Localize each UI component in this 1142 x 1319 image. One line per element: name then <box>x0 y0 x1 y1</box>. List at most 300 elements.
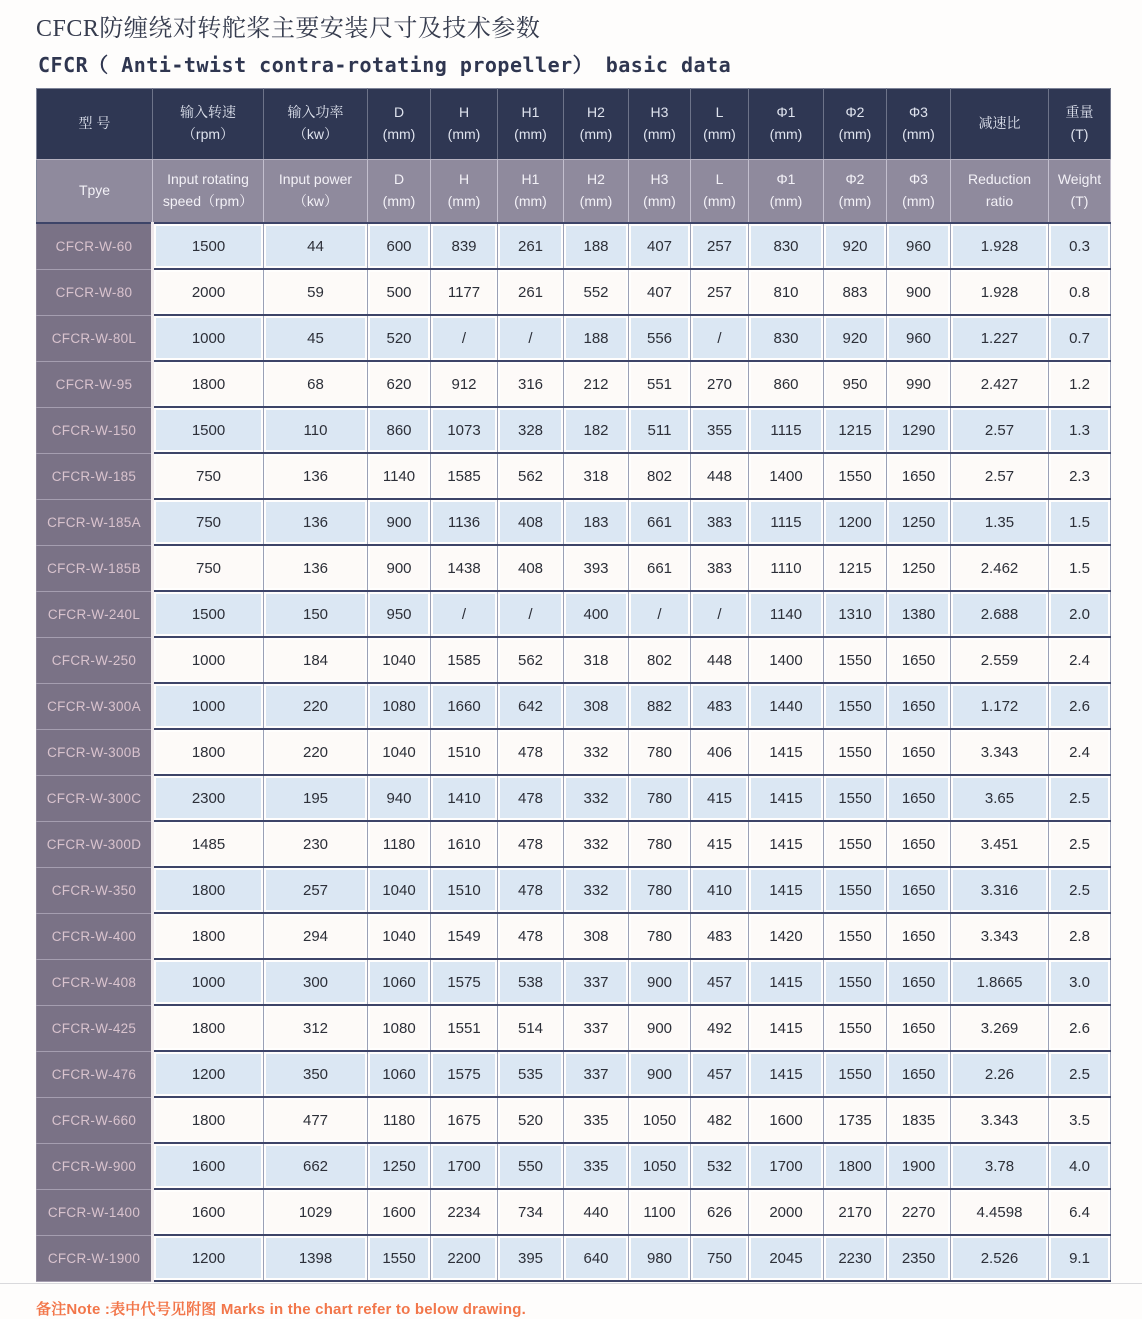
header-zh-cell: 型 号 <box>37 89 153 160</box>
table-row <box>37 1005 1111 1051</box>
value-cell: 1060 <box>368 959 431 1005</box>
table-row <box>37 1097 1111 1143</box>
value-cell: 2.8 <box>1049 913 1111 959</box>
value-cell: 448 <box>691 637 749 683</box>
model-cell: CFCR-W-300D <box>37 821 153 867</box>
value-cell: 182 <box>564 407 629 453</box>
value-cell: 415 <box>691 775 749 821</box>
value-cell: 2.526 <box>951 1235 1049 1281</box>
value-cell: 68 <box>264 361 368 407</box>
value-cell: 1415 <box>749 775 824 821</box>
value-cell: 839 <box>431 223 498 269</box>
header-en-row <box>37 160 1111 224</box>
value-cell: 482 <box>691 1097 749 1143</box>
value-cell: 1700 <box>749 1143 824 1189</box>
table-row <box>37 453 1111 499</box>
value-cell: 1550 <box>824 729 887 775</box>
header-en-cell: L (mm) <box>691 160 749 224</box>
value-cell: 1415 <box>749 1051 824 1097</box>
value-cell: 150 <box>264 591 368 637</box>
value-cell: 1140 <box>749 591 824 637</box>
value-cell: 556 <box>629 315 691 361</box>
value-cell: 3.0 <box>1049 959 1111 1005</box>
value-cell: 900 <box>629 959 691 1005</box>
value-cell: 535 <box>498 1051 564 1097</box>
model-cell: CFCR-W-1400 <box>37 1189 153 1235</box>
value-cell: 1029 <box>264 1189 368 1235</box>
value-cell: 1800 <box>824 1143 887 1189</box>
value-cell: / <box>498 591 564 637</box>
value-cell: 294 <box>264 913 368 959</box>
value-cell: 900 <box>629 1051 691 1097</box>
value-cell: 1415 <box>749 959 824 1005</box>
value-cell: 3.78 <box>951 1143 1049 1189</box>
value-cell: 1510 <box>431 867 498 913</box>
value-cell: 2045 <box>749 1235 824 1281</box>
table-row <box>37 407 1111 453</box>
value-cell: 1549 <box>431 913 498 959</box>
value-cell: 332 <box>564 821 629 867</box>
value-cell: 407 <box>629 223 691 269</box>
value-cell: 500 <box>368 269 431 315</box>
value-cell: 1650 <box>887 729 951 775</box>
value-cell: 1550 <box>824 821 887 867</box>
value-cell: 4.4598 <box>951 1189 1049 1235</box>
value-cell: 1660 <box>431 683 498 729</box>
value-cell: 1.2 <box>1049 361 1111 407</box>
value-cell: 1200 <box>153 1051 264 1097</box>
value-cell: 734 <box>498 1189 564 1235</box>
table-row <box>37 545 1111 591</box>
value-cell: 1.8665 <box>951 959 1049 1005</box>
value-cell: 478 <box>498 821 564 867</box>
value-cell: 802 <box>629 637 691 683</box>
value-cell: 1550 <box>824 867 887 913</box>
value-cell: 261 <box>498 269 564 315</box>
header-en-cell: Reduction ratio <box>951 160 1049 224</box>
value-cell: 2234 <box>431 1189 498 1235</box>
model-cell: CFCR-W-95 <box>37 361 153 407</box>
value-cell: 9.1 <box>1049 1235 1111 1281</box>
value-cell: 2230 <box>824 1235 887 1281</box>
value-cell: 308 <box>564 913 629 959</box>
value-cell: 830 <box>749 315 824 361</box>
value-cell: 1250 <box>887 545 951 591</box>
value-cell: 1060 <box>368 1051 431 1097</box>
value-cell: / <box>498 315 564 361</box>
header-en-cell: H (mm) <box>431 160 498 224</box>
footnote: 备注Note :表中代号见附图 Marks in the chart refer to below drawing. <box>36 1301 526 1318</box>
value-cell: 318 <box>564 453 629 499</box>
value-cell: 960 <box>887 315 951 361</box>
value-cell: 383 <box>691 499 749 545</box>
value-cell: 980 <box>629 1235 691 1281</box>
value-cell: 1600 <box>749 1097 824 1143</box>
value-cell: 1800 <box>153 361 264 407</box>
header-en-cell: Φ2 (mm) <box>824 160 887 224</box>
table-row <box>37 269 1111 315</box>
value-cell: 1550 <box>824 637 887 683</box>
value-cell: / <box>691 315 749 361</box>
value-cell: 1415 <box>749 821 824 867</box>
value-cell: 1650 <box>887 775 951 821</box>
value-cell: 478 <box>498 775 564 821</box>
value-cell: 562 <box>498 637 564 683</box>
value-cell: 860 <box>749 361 824 407</box>
table-row <box>37 867 1111 913</box>
header-zh-cell: 重量 (T) <box>1049 89 1111 160</box>
header-zh-cell: 输入功率 （kw） <box>264 89 368 160</box>
model-cell: CFCR-W-476 <box>37 1051 153 1097</box>
value-cell: 1550 <box>824 1051 887 1097</box>
value-cell: 520 <box>498 1097 564 1143</box>
table-row <box>37 1143 1111 1189</box>
value-cell: 478 <box>498 867 564 913</box>
value-cell: 1550 <box>824 453 887 499</box>
model-cell: CFCR-W-300C <box>37 775 153 821</box>
value-cell: 316 <box>498 361 564 407</box>
value-cell: 350 <box>264 1051 368 1097</box>
value-cell: 2.57 <box>951 407 1049 453</box>
value-cell: 960 <box>887 223 951 269</box>
value-cell: 1415 <box>749 867 824 913</box>
value-cell: 600 <box>368 223 431 269</box>
header-en-cell: Φ1 (mm) <box>749 160 824 224</box>
value-cell: 400 <box>564 591 629 637</box>
value-cell: 0.3 <box>1049 223 1111 269</box>
table-row <box>37 1051 1111 1097</box>
value-cell: 750 <box>691 1235 749 1281</box>
value-cell: 1800 <box>153 913 264 959</box>
value-cell: 6.4 <box>1049 1189 1111 1235</box>
value-cell: 1550 <box>824 683 887 729</box>
value-cell: 110 <box>264 407 368 453</box>
value-cell: 1.227 <box>951 315 1049 361</box>
value-cell: 1410 <box>431 775 498 821</box>
value-cell: 1438 <box>431 545 498 591</box>
value-cell: 1800 <box>153 1097 264 1143</box>
value-cell: 780 <box>629 867 691 913</box>
table-row <box>37 821 1111 867</box>
value-cell: 1440 <box>749 683 824 729</box>
value-cell: 1040 <box>368 867 431 913</box>
value-cell: 780 <box>629 729 691 775</box>
value-cell: 514 <box>498 1005 564 1051</box>
value-cell: 4.0 <box>1049 1143 1111 1189</box>
value-cell: 2.688 <box>951 591 1049 637</box>
header-en-cell: Tpye <box>37 160 153 224</box>
value-cell: 1050 <box>629 1143 691 1189</box>
value-cell: 328 <box>498 407 564 453</box>
value-cell: 478 <box>498 913 564 959</box>
value-cell: 661 <box>629 545 691 591</box>
value-cell: 1.5 <box>1049 499 1111 545</box>
header-en-cell: D (mm) <box>368 160 431 224</box>
page-title-zh: CFCR防缠绕对转舵桨主要安装尺寸及技术参数 <box>36 16 541 42</box>
value-cell: 1310 <box>824 591 887 637</box>
value-cell: 1.172 <box>951 683 1049 729</box>
value-cell: 1585 <box>431 453 498 499</box>
value-cell: 511 <box>629 407 691 453</box>
value-cell: 1415 <box>749 729 824 775</box>
value-cell: 1177 <box>431 269 498 315</box>
bottom-divider <box>0 1283 1142 1284</box>
value-cell: 415 <box>691 821 749 867</box>
value-cell: 261 <box>498 223 564 269</box>
value-cell: 3.343 <box>951 729 1049 775</box>
value-cell: 337 <box>564 959 629 1005</box>
value-cell: 883 <box>824 269 887 315</box>
value-cell: 2.6 <box>1049 683 1111 729</box>
model-cell: CFCR-W-900 <box>37 1143 153 1189</box>
value-cell: 220 <box>264 729 368 775</box>
value-cell: 1600 <box>153 1143 264 1189</box>
value-cell: 477 <box>264 1097 368 1143</box>
value-cell: 318 <box>564 637 629 683</box>
value-cell: 1650 <box>887 453 951 499</box>
value-cell: 2.5 <box>1049 1051 1111 1097</box>
value-cell: 620 <box>368 361 431 407</box>
value-cell: 1.5 <box>1049 545 1111 591</box>
value-cell: 440 <box>564 1189 629 1235</box>
value-cell: 1180 <box>368 1097 431 1143</box>
value-cell: 1200 <box>824 499 887 545</box>
value-cell: 802 <box>629 453 691 499</box>
value-cell: 662 <box>264 1143 368 1189</box>
value-cell: 1115 <box>749 407 824 453</box>
value-cell: 0.8 <box>1049 269 1111 315</box>
value-cell: 1550 <box>824 1005 887 1051</box>
model-cell: CFCR-W-185 <box>37 453 153 499</box>
value-cell: 1485 <box>153 821 264 867</box>
value-cell: 1650 <box>887 867 951 913</box>
value-cell: 900 <box>629 1005 691 1051</box>
value-cell: 900 <box>368 545 431 591</box>
value-cell: 2000 <box>749 1189 824 1235</box>
header-zh-cell: Φ1 (mm) <box>749 89 824 160</box>
value-cell: 1650 <box>887 1051 951 1097</box>
value-cell: 1000 <box>153 637 264 683</box>
value-cell: 136 <box>264 499 368 545</box>
value-cell: 393 <box>564 545 629 591</box>
value-cell: 410 <box>691 867 749 913</box>
value-cell: 3.451 <box>951 821 1049 867</box>
value-cell: 2170 <box>824 1189 887 1235</box>
value-cell: 750 <box>153 545 264 591</box>
value-cell: 1140 <box>368 453 431 499</box>
value-cell: 408 <box>498 499 564 545</box>
value-cell: 920 <box>824 315 887 361</box>
value-cell: 1735 <box>824 1097 887 1143</box>
header-zh-cell: H (mm) <box>431 89 498 160</box>
value-cell: 3.343 <box>951 913 1049 959</box>
value-cell: 188 <box>564 223 629 269</box>
table-row <box>37 683 1111 729</box>
value-cell: 1215 <box>824 545 887 591</box>
value-cell: 2.5 <box>1049 775 1111 821</box>
value-cell: 257 <box>691 223 749 269</box>
model-cell: CFCR-W-80 <box>37 269 153 315</box>
table-row <box>37 499 1111 545</box>
value-cell: 183 <box>564 499 629 545</box>
value-cell: 780 <box>629 821 691 867</box>
value-cell: 1500 <box>153 407 264 453</box>
value-cell: 1800 <box>153 1005 264 1051</box>
value-cell: 1050 <box>629 1097 691 1143</box>
header-en-cell: Input rotating speed（rpm） <box>153 160 264 224</box>
value-cell: 1650 <box>887 683 951 729</box>
value-cell: 335 <box>564 1143 629 1189</box>
value-cell: 1800 <box>153 867 264 913</box>
header-zh-cell: Φ2 (mm) <box>824 89 887 160</box>
table-row <box>37 913 1111 959</box>
value-cell: 448 <box>691 453 749 499</box>
value-cell: 1675 <box>431 1097 498 1143</box>
value-cell: / <box>629 591 691 637</box>
value-cell: 626 <box>691 1189 749 1235</box>
value-cell: 562 <box>498 453 564 499</box>
value-cell: 257 <box>264 867 368 913</box>
model-cell: CFCR-W-240L <box>37 591 153 637</box>
value-cell: 1380 <box>887 591 951 637</box>
value-cell: 2.57 <box>951 453 1049 499</box>
value-cell: 1100 <box>629 1189 691 1235</box>
table-row <box>37 1189 1111 1235</box>
value-cell: 457 <box>691 1051 749 1097</box>
value-cell: 335 <box>564 1097 629 1143</box>
value-cell: 2.4 <box>1049 729 1111 775</box>
model-cell: CFCR-W-185B <box>37 545 153 591</box>
value-cell: 1215 <box>824 407 887 453</box>
value-cell: 810 <box>749 269 824 315</box>
table-row <box>37 1235 1111 1281</box>
value-cell: 3.316 <box>951 867 1049 913</box>
value-cell: 532 <box>691 1143 749 1189</box>
value-cell: 830 <box>749 223 824 269</box>
value-cell: 332 <box>564 729 629 775</box>
value-cell: 1073 <box>431 407 498 453</box>
value-cell: 940 <box>368 775 431 821</box>
table-row <box>37 637 1111 683</box>
value-cell: 2270 <box>887 1189 951 1235</box>
value-cell: 230 <box>264 821 368 867</box>
model-cell: CFCR-W-400 <box>37 913 153 959</box>
model-cell: CFCR-W-150 <box>37 407 153 453</box>
value-cell: 136 <box>264 453 368 499</box>
value-cell: 45 <box>264 315 368 361</box>
header-zh-cell: D (mm) <box>368 89 431 160</box>
model-cell: CFCR-W-660 <box>37 1097 153 1143</box>
value-cell: 950 <box>824 361 887 407</box>
value-cell: 1550 <box>824 959 887 1005</box>
value-cell: 44 <box>264 223 368 269</box>
value-cell: 1250 <box>368 1143 431 1189</box>
header-en-cell: H1 (mm) <box>498 160 564 224</box>
value-cell: 1600 <box>153 1189 264 1235</box>
value-cell: 188 <box>564 315 629 361</box>
value-cell: 0.7 <box>1049 315 1111 361</box>
value-cell: 640 <box>564 1235 629 1281</box>
value-cell: 950 <box>368 591 431 637</box>
value-cell: 2.6 <box>1049 1005 1111 1051</box>
value-cell: 1000 <box>153 315 264 361</box>
value-cell: 900 <box>887 269 951 315</box>
value-cell: 312 <box>264 1005 368 1051</box>
value-cell: 750 <box>153 453 264 499</box>
header-en-cell: H3 (mm) <box>629 160 691 224</box>
value-cell: 2000 <box>153 269 264 315</box>
value-cell: 882 <box>629 683 691 729</box>
value-cell: 1080 <box>368 1005 431 1051</box>
value-cell: 483 <box>691 913 749 959</box>
value-cell: 642 <box>498 683 564 729</box>
model-cell: CFCR-W-60 <box>37 223 153 269</box>
value-cell: 2.26 <box>951 1051 1049 1097</box>
value-cell: 1400 <box>749 453 824 499</box>
value-cell: 1136 <box>431 499 498 545</box>
table-row <box>37 729 1111 775</box>
value-cell: 1550 <box>368 1235 431 1281</box>
value-cell: 2.462 <box>951 545 1049 591</box>
value-cell: 408 <box>498 545 564 591</box>
model-cell: CFCR-W-250 <box>37 637 153 683</box>
value-cell: 1415 <box>749 1005 824 1051</box>
model-cell: CFCR-W-408 <box>37 959 153 1005</box>
value-cell: 337 <box>564 1051 629 1097</box>
value-cell: 2.5 <box>1049 821 1111 867</box>
value-cell: 270 <box>691 361 749 407</box>
table-row <box>37 223 1111 269</box>
spec-table-body <box>37 223 1111 1281</box>
header-zh-cell: H2 (mm) <box>564 89 629 160</box>
value-cell: 2.4 <box>1049 637 1111 683</box>
value-cell: 1700 <box>431 1143 498 1189</box>
value-cell: 1.928 <box>951 223 1049 269</box>
value-cell: 1.3 <box>1049 407 1111 453</box>
value-cell: 780 <box>629 775 691 821</box>
header-zh-cell: L (mm) <box>691 89 749 160</box>
value-cell: 136 <box>264 545 368 591</box>
value-cell: 2200 <box>431 1235 498 1281</box>
value-cell: 1250 <box>887 499 951 545</box>
value-cell: 1115 <box>749 499 824 545</box>
value-cell: 457 <box>691 959 749 1005</box>
value-cell: 1000 <box>153 683 264 729</box>
value-cell: 1000 <box>153 959 264 1005</box>
spec-table <box>36 88 1111 1282</box>
value-cell: 1500 <box>153 591 264 637</box>
value-cell: 2.0 <box>1049 591 1111 637</box>
value-cell: 990 <box>887 361 951 407</box>
value-cell: 407 <box>629 269 691 315</box>
table-row <box>37 775 1111 821</box>
value-cell: 1040 <box>368 637 431 683</box>
value-cell: 550 <box>498 1143 564 1189</box>
value-cell: 2.3 <box>1049 453 1111 499</box>
value-cell: 184 <box>264 637 368 683</box>
header-zh-row <box>37 89 1111 160</box>
value-cell: 780 <box>629 913 691 959</box>
header-en-cell: Weight (T) <box>1049 160 1111 224</box>
value-cell: 661 <box>629 499 691 545</box>
model-cell: CFCR-W-80L <box>37 315 153 361</box>
value-cell: 1080 <box>368 683 431 729</box>
spec-table-header <box>37 89 1111 224</box>
value-cell: 2300 <box>153 775 264 821</box>
value-cell: 1650 <box>887 821 951 867</box>
table-row <box>37 591 1111 637</box>
value-cell: 1800 <box>153 729 264 775</box>
